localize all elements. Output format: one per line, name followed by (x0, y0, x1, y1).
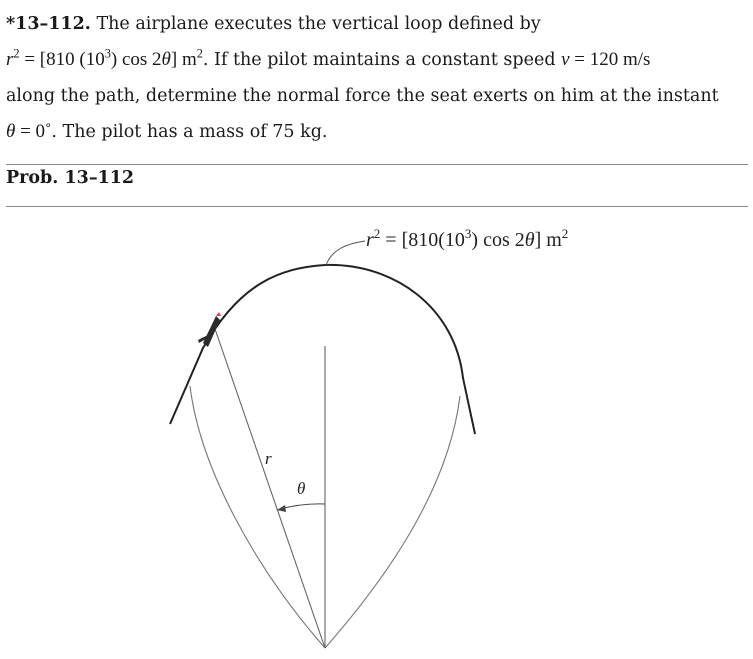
fig-eq-body2: ) cos 2 (471, 229, 525, 251)
eq-theta: θ (161, 49, 171, 70)
fig-eq-m2: 2 (561, 226, 569, 241)
problem-text-1: The airplane executes the vertical loop defined by (96, 14, 541, 34)
fig-eq-close: ] m (534, 229, 562, 251)
figure-equation (366, 226, 568, 251)
lobe-left (190, 386, 325, 648)
fig-eq-r: r (366, 229, 374, 251)
speed-math (561, 49, 650, 70)
loop-figure (0, 208, 753, 659)
fig-eq-sq: 2 (373, 226, 381, 241)
speed-symbol: v (561, 49, 570, 70)
angle-symbol: θ (6, 121, 16, 142)
problem-line-1 (6, 6, 746, 42)
fig-eq-body: = [810(10 (380, 229, 465, 251)
speed-value: = 120 m/s (569, 49, 651, 70)
airplane-icon (198, 312, 221, 347)
leader-line (326, 241, 365, 265)
problem-text-2: . If the pilot maintains a constant speed (202, 50, 562, 70)
angle-value: = 0˚ (15, 121, 52, 142)
eq-r-exponent: 2 (13, 46, 20, 61)
eq-close: ] m (170, 49, 197, 70)
problem-statement (6, 6, 746, 150)
theta-arrowhead (277, 505, 286, 512)
problem-line-3: along the path, determine the normal force the seat exerts on him at the instant (6, 86, 719, 106)
problem-text-4: . The pilot has a mass of 75 kg. (51, 122, 328, 142)
problem-number: *13–112. (6, 14, 91, 34)
eq-r: r (6, 49, 14, 70)
eq-body-2: ) cos 2 (110, 49, 162, 70)
fig-eq-exp3: 3 (464, 226, 472, 241)
eq-m-exponent: 2 (196, 46, 203, 61)
label-theta: θ (297, 479, 306, 498)
radius-line (214, 326, 325, 648)
problem-line-4 (6, 114, 746, 150)
divider-bottom (6, 206, 748, 207)
angle-math (6, 121, 51, 142)
loop-path-arc (170, 265, 475, 434)
fig-eq-theta: θ (524, 229, 535, 251)
problem-line-2 (6, 42, 746, 78)
eq-equals: = (19, 49, 40, 70)
eq-exponent-3: 3 (104, 46, 111, 61)
prob-label: Prob. 13–112 (6, 168, 135, 188)
eq-body-1: [810 (10 (39, 49, 105, 70)
label-r: r (265, 449, 272, 468)
divider-top (6, 164, 748, 165)
lobe-right (325, 396, 460, 648)
equation-inline (6, 46, 203, 70)
